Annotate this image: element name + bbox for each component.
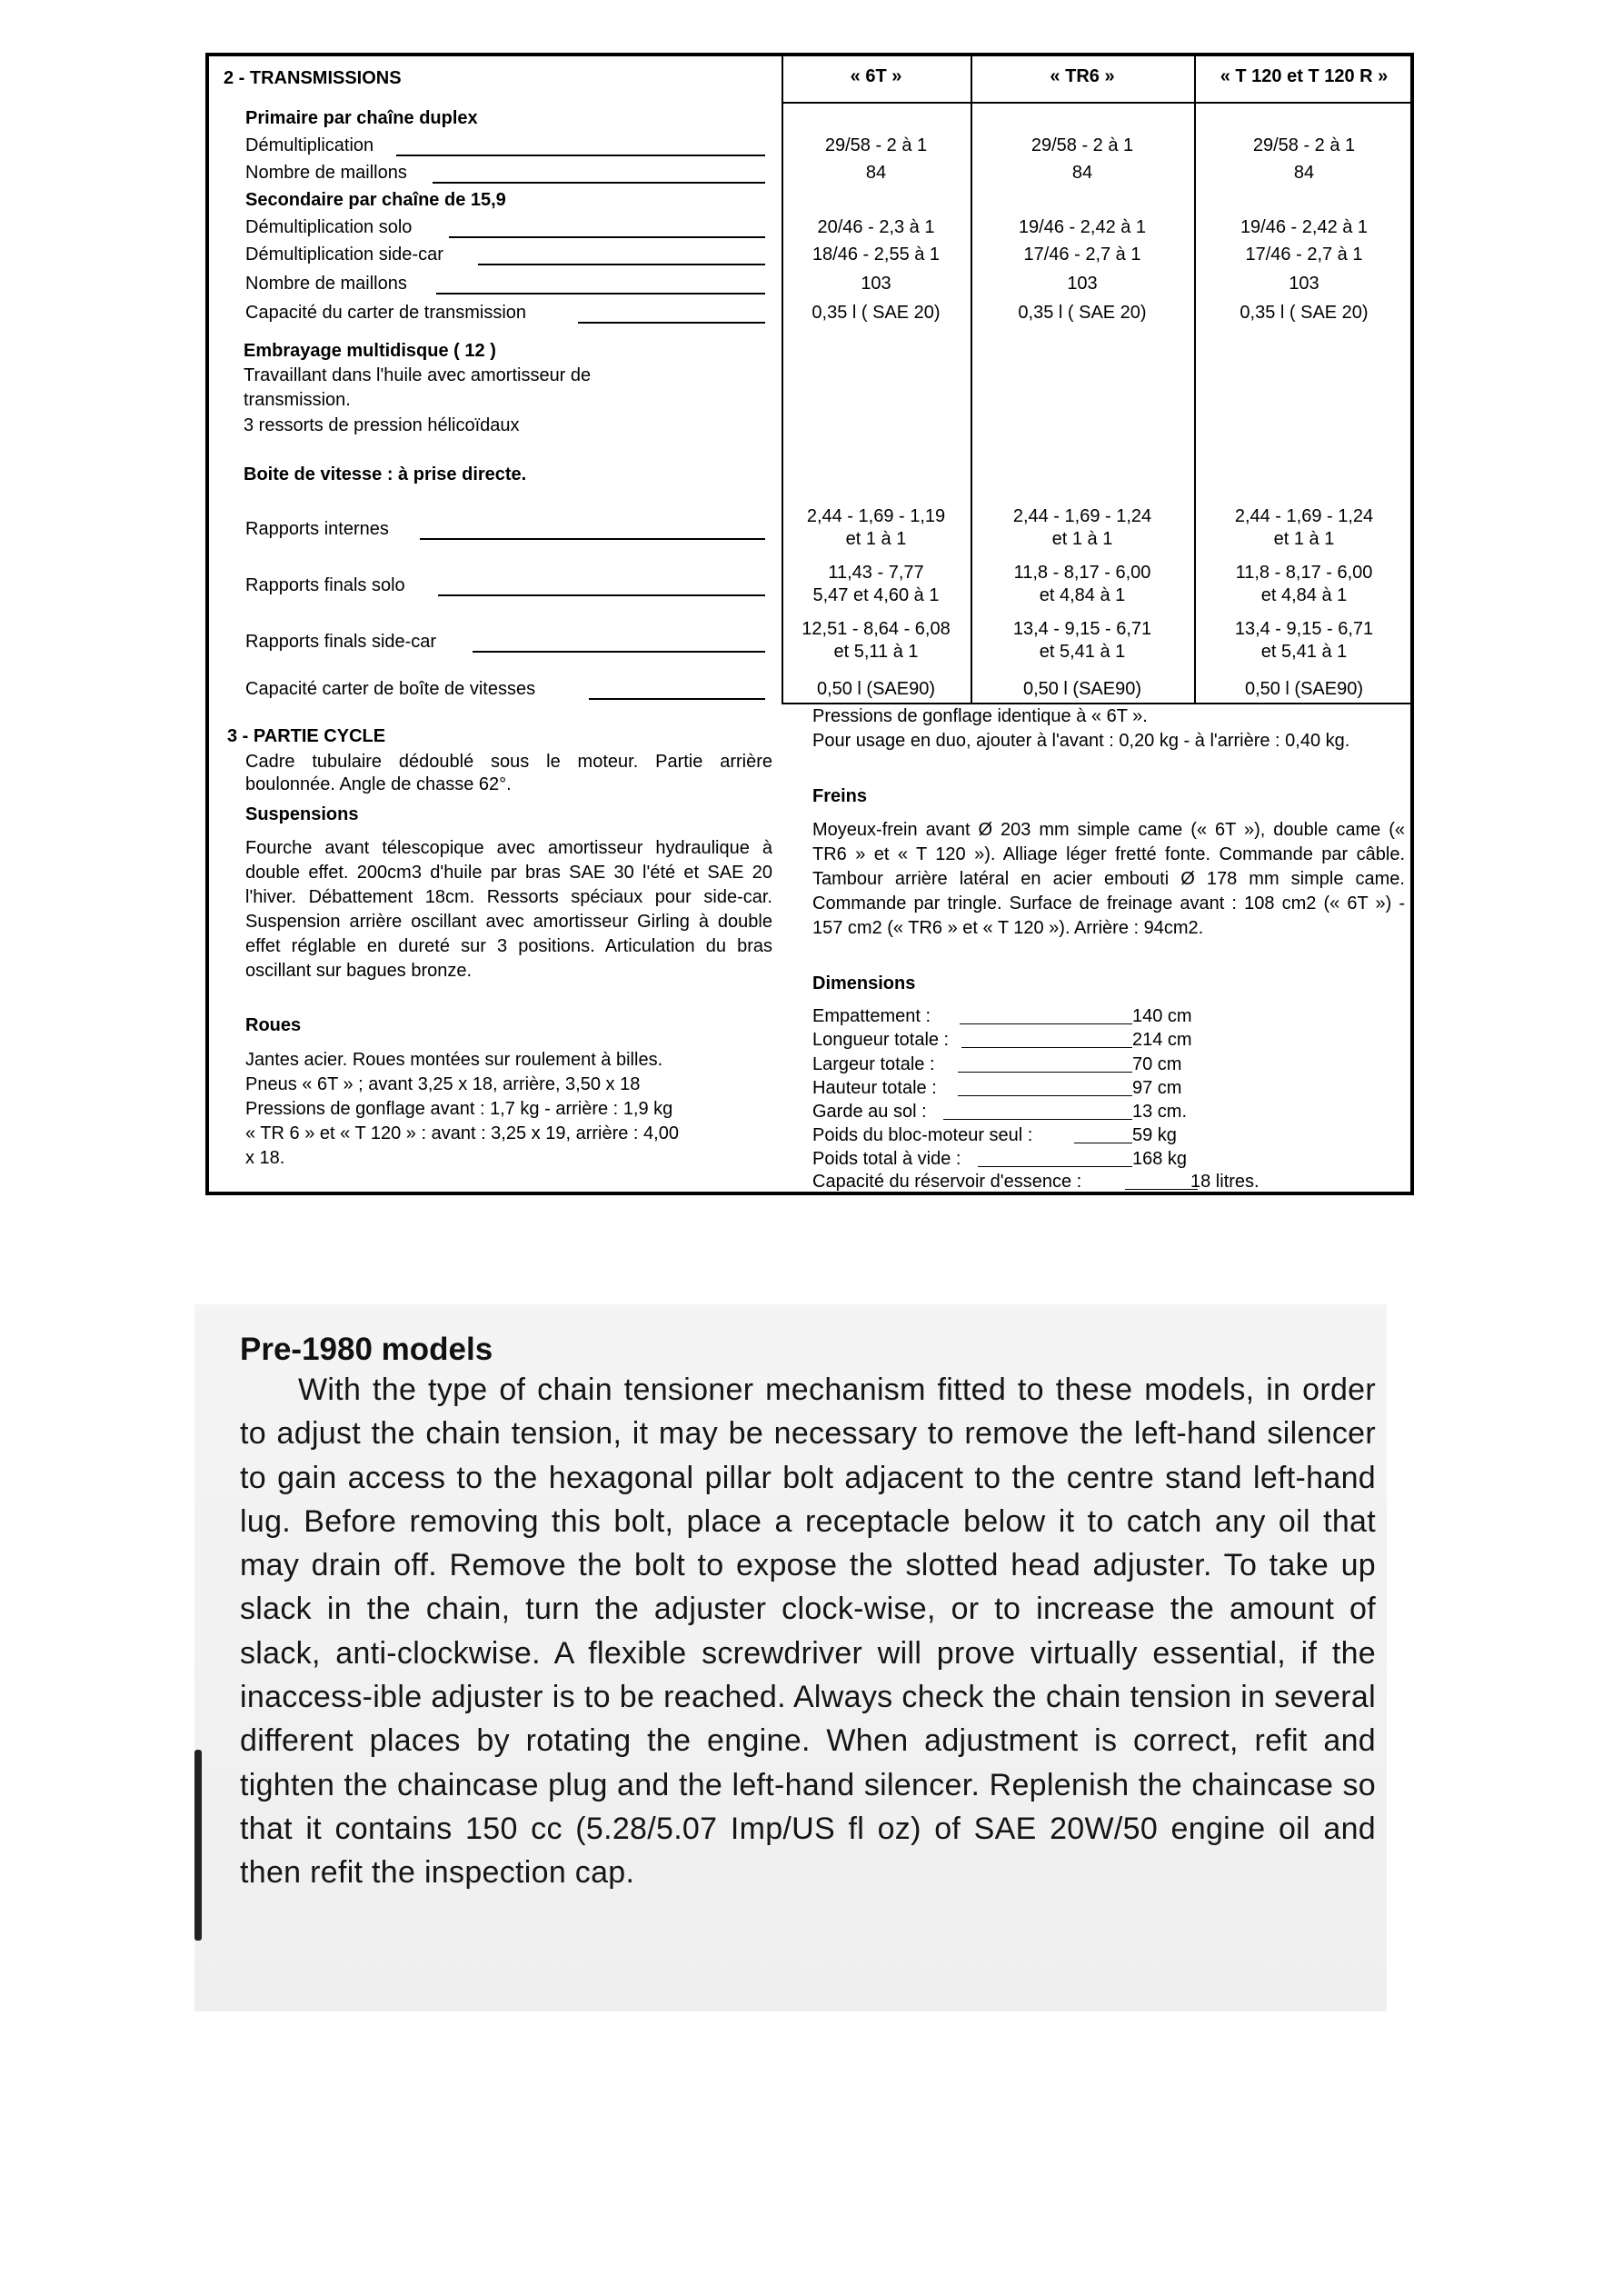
- cell-t120: 29/58 - 2 à 1: [1252, 135, 1356, 155]
- leader-line: [438, 594, 765, 596]
- dimension-value: 214 cm: [1132, 1030, 1192, 1050]
- cell-t120: 19/46 - 2,42 à 1: [1240, 217, 1369, 237]
- frame-text: Cadre tubulaire dédoublé sous le moteur. Partie arrière boulonnée. Angle de chasse 62°.: [245, 752, 772, 794]
- pressions-text: Pressions de gonflage identique à « 6T ».: [812, 706, 1148, 726]
- dimension-label: Garde au sol :: [812, 1102, 927, 1122]
- leader-line: [473, 651, 765, 653]
- roues-heading: Roues: [245, 1015, 302, 1035]
- clutch-line: transmission.: [244, 390, 351, 410]
- roues-line: Pneus « 6T » ; avant 3,25 x 18, arrière, 3,50 x 18: [245, 1074, 641, 1094]
- row-label: Rapports internes: [245, 519, 389, 539]
- clutch-line: Travaillant dans l'huile avec amortisseur de: [244, 365, 592, 385]
- secondary-heading: Secondaire par chaîne de 15,9: [245, 190, 506, 210]
- row-label: Capacité du carter de transmission: [245, 303, 527, 323]
- freins-heading: Freins: [812, 786, 868, 806]
- cell-t120: 17/46 - 2,7 à 1: [1245, 245, 1363, 265]
- suspensions-heading: Suspensions: [245, 804, 359, 824]
- cell-tr6: 19/46 - 2,42 à 1: [1018, 217, 1147, 237]
- leader-line: [449, 236, 765, 238]
- cell-6t: 18/46 - 2,55 à 1: [812, 245, 941, 265]
- row-label: Nombre de maillons: [245, 163, 407, 183]
- leader-line: [433, 182, 765, 184]
- leader-line: [960, 1023, 1132, 1024]
- dimension-value: 140 cm: [1132, 1006, 1192, 1026]
- gearbox-heading: Boite de vitesse : à prise directe.: [244, 464, 527, 484]
- leader-line: [578, 322, 765, 324]
- spec-sheet: [205, 53, 1414, 1195]
- cell-t120: 103: [1289, 274, 1319, 294]
- row-label: Démultiplication: [245, 135, 374, 155]
- cell-tr6: 84: [1071, 163, 1093, 183]
- roues-line: Jantes acier. Roues montées sur roulement à billes.: [245, 1050, 663, 1070]
- cell-t120: 0,50 l (SAE90): [1244, 679, 1364, 699]
- cell-6t: 84: [865, 163, 887, 183]
- row-label: Démultiplication solo: [245, 217, 413, 237]
- clutch-line: 3 ressorts de pression hélicoïdaux: [244, 415, 520, 435]
- cell-t120: 13,4 - 9,15 - 6,71 et 5,41 à 1: [1234, 619, 1374, 662]
- cell-6t: 12,51 - 8,64 - 6,08 et 5,11 à 1: [802, 619, 951, 662]
- scanned-excerpt: [194, 1304, 1387, 2011]
- cell-t120: 0,35 l ( SAE 20): [1240, 303, 1369, 323]
- roues-line: Pressions de gonflage avant : 1,7 kg - arrière : 1,9 kg: [245, 1099, 673, 1119]
- primary-heading: Primaire par chaîne duplex: [245, 108, 478, 128]
- suspensions-text: Fourche avant télescopique avec amortisseur hydraulique à double effet. 200cm3 d'huile par bras SAE 30 l'été et SAE 20 l'hiver. Débattement 18cm. Ressorts spéciaux pour side-car. Suspension arrière oscillant avec amortisseur Girling à double effet réglable en dureté sur 3 positions. Articulation du bras oscillant sur bagues bronze.: [245, 838, 772, 981]
- dimension-value: 59 kg: [1132, 1125, 1177, 1145]
- cell-tr6: 103: [1067, 274, 1098, 294]
- dimensions-heading: Dimensions: [812, 973, 916, 993]
- column-header-t120: « T 120 et T 120 R »: [1220, 66, 1389, 86]
- cell-t120: 11,8 - 8,17 - 6,00 et 4,84 à 1: [1235, 563, 1373, 605]
- header-underline: [782, 102, 1414, 104]
- dimension-label: Empattement :: [812, 1006, 931, 1026]
- cell-tr6: 2,44 - 1,69 - 1,24 et 1 à 1: [1012, 506, 1152, 549]
- cell-6t: 0,50 l (SAE90): [816, 679, 936, 699]
- dimension-label: Poids du bloc-moteur seul :: [812, 1125, 1033, 1145]
- cell-tr6: 11,8 - 8,17 - 6,00 et 4,84 à 1: [1013, 563, 1151, 605]
- row-label: Rapports finals solo: [245, 575, 405, 595]
- cell-t120: 84: [1293, 163, 1315, 183]
- dimension-label: Largeur totale :: [812, 1054, 935, 1074]
- cell-6t: 29/58 - 2 à 1: [824, 135, 928, 155]
- dimension-value: 13 cm.: [1132, 1102, 1188, 1122]
- leader-line: [436, 293, 765, 294]
- leader-line: [978, 1166, 1132, 1167]
- dimension-label: Hauteur totale :: [812, 1078, 937, 1098]
- freins-text: Moyeux-frein avant Ø 203 mm simple came (« 6T »), double came (« TR6 » et « T 120 »). Alliage léger fretté fonte. Commande par câble. Tambour arrière latéral en acier embouti Ø 178 mm simple came. Commande par tringle. Surface de freinage avant : 108 cm2 (« 6T ») - 157 cm2 (« TR6 » et « T 120 »). Arrière : 94cm2.: [812, 820, 1405, 938]
- row-label: Capacité carter de boîte de vitesses: [245, 679, 536, 699]
- cell-tr6: 29/58 - 2 à 1: [1031, 135, 1134, 155]
- dimension-label: Capacité du réservoir d'essence :: [812, 1172, 1082, 1192]
- cell-6t: 103: [861, 274, 891, 294]
- cell-6t: 2,44 - 1,69 - 1,19 et 1 à 1: [806, 506, 946, 549]
- column-header-6t: « 6T »: [850, 66, 902, 86]
- dimension-value: 168 kg: [1132, 1149, 1188, 1169]
- excerpt-title: Pre-1980 models: [240, 1332, 493, 1367]
- leader-line: [961, 1047, 1132, 1048]
- cell-6t: 11,43 - 7,77 5,47 et 4,60 à 1: [812, 563, 940, 605]
- clutch-heading: Embrayage multidisque ( 12 ): [244, 341, 496, 361]
- dimension-value: 97 cm: [1132, 1078, 1182, 1098]
- duo-text: Pour usage en duo, ajouter à l'avant : 0,20 kg - à l'arrière : 0,40 kg.: [812, 731, 1350, 751]
- dimension-value: 70 cm: [1132, 1054, 1182, 1074]
- row-label: Démultiplication side-car: [245, 245, 443, 265]
- cell-tr6: 17/46 - 2,7 à 1: [1023, 245, 1141, 265]
- section-heading-transmissions: 2 - TRANSMISSIONS: [224, 68, 402, 88]
- cell-tr6: 13,4 - 9,15 - 6,71 et 5,41 à 1: [1012, 619, 1152, 662]
- dimension-label: Longueur totale :: [812, 1030, 950, 1050]
- roues-line: « TR 6 » et « T 120 » : avant : 3,25 x 19, arrière : 4,00: [245, 1123, 679, 1143]
- leader-line: [420, 538, 765, 540]
- leader-line: [589, 698, 765, 700]
- cell-tr6: 0,35 l ( SAE 20): [1018, 303, 1147, 323]
- leader-line: [958, 1072, 1132, 1073]
- excerpt-body: With the type of chain tensioner mechanism fitted to these models, in order to adjust the chain tension, it may be necessary to remove the left-hand silencer to gain access to the hexagonal pillar bolt adjacent to the centre stand left-hand lug. Before removing this bolt, place a receptacle below it to catch any oil that may drain off. Remove the bolt to expose the slotted head adjuster. To take up slack in the chain, turn the adjuster clock-wise, or to increase the amount of slack, anti-clockwise. A flexible screwdriver will prove virtually essential, if the inaccess-ible adjuster is to be reached. Always check the chain tension in several different places by rotating the engine. When adjustment is correct, refit and tighten the chaincase plug and the left-hand silencer. Replenish the chaincase so that it contains 150 cc (5.28/5.07 Imp/US fl oz) of SAE 20W/50 engine oil and then refit the inspection cap.: [240, 1373, 1376, 1891]
- leader-line: [396, 155, 765, 156]
- cell-t120: 2,44 - 1,69 - 1,24 et 1 à 1: [1234, 506, 1374, 549]
- cell-6t: 0,35 l ( SAE 20): [812, 303, 941, 323]
- cell-6t: 20/46 - 2,3 à 1: [817, 217, 935, 237]
- leader-line: [943, 1119, 1132, 1120]
- leader-line: [958, 1095, 1132, 1096]
- dimension-label: Poids total à vide :: [812, 1149, 961, 1169]
- column-header-tr6: « TR6 »: [1050, 66, 1115, 86]
- row-label: Nombre de maillons: [245, 274, 407, 294]
- margin-mark: [194, 1750, 202, 1941]
- row-label: Rapports finals side-car: [245, 632, 437, 652]
- cell-tr6: 0,50 l (SAE90): [1022, 679, 1142, 699]
- roues-line: x 18.: [245, 1148, 285, 1168]
- table-bottom-line: [782, 703, 1414, 704]
- leader-line: [1125, 1189, 1198, 1190]
- dimension-value: 18 litres.: [1190, 1172, 1260, 1192]
- leader-line: [478, 264, 765, 265]
- section-heading-cycle: 3 - PARTIE CYCLE: [227, 726, 386, 746]
